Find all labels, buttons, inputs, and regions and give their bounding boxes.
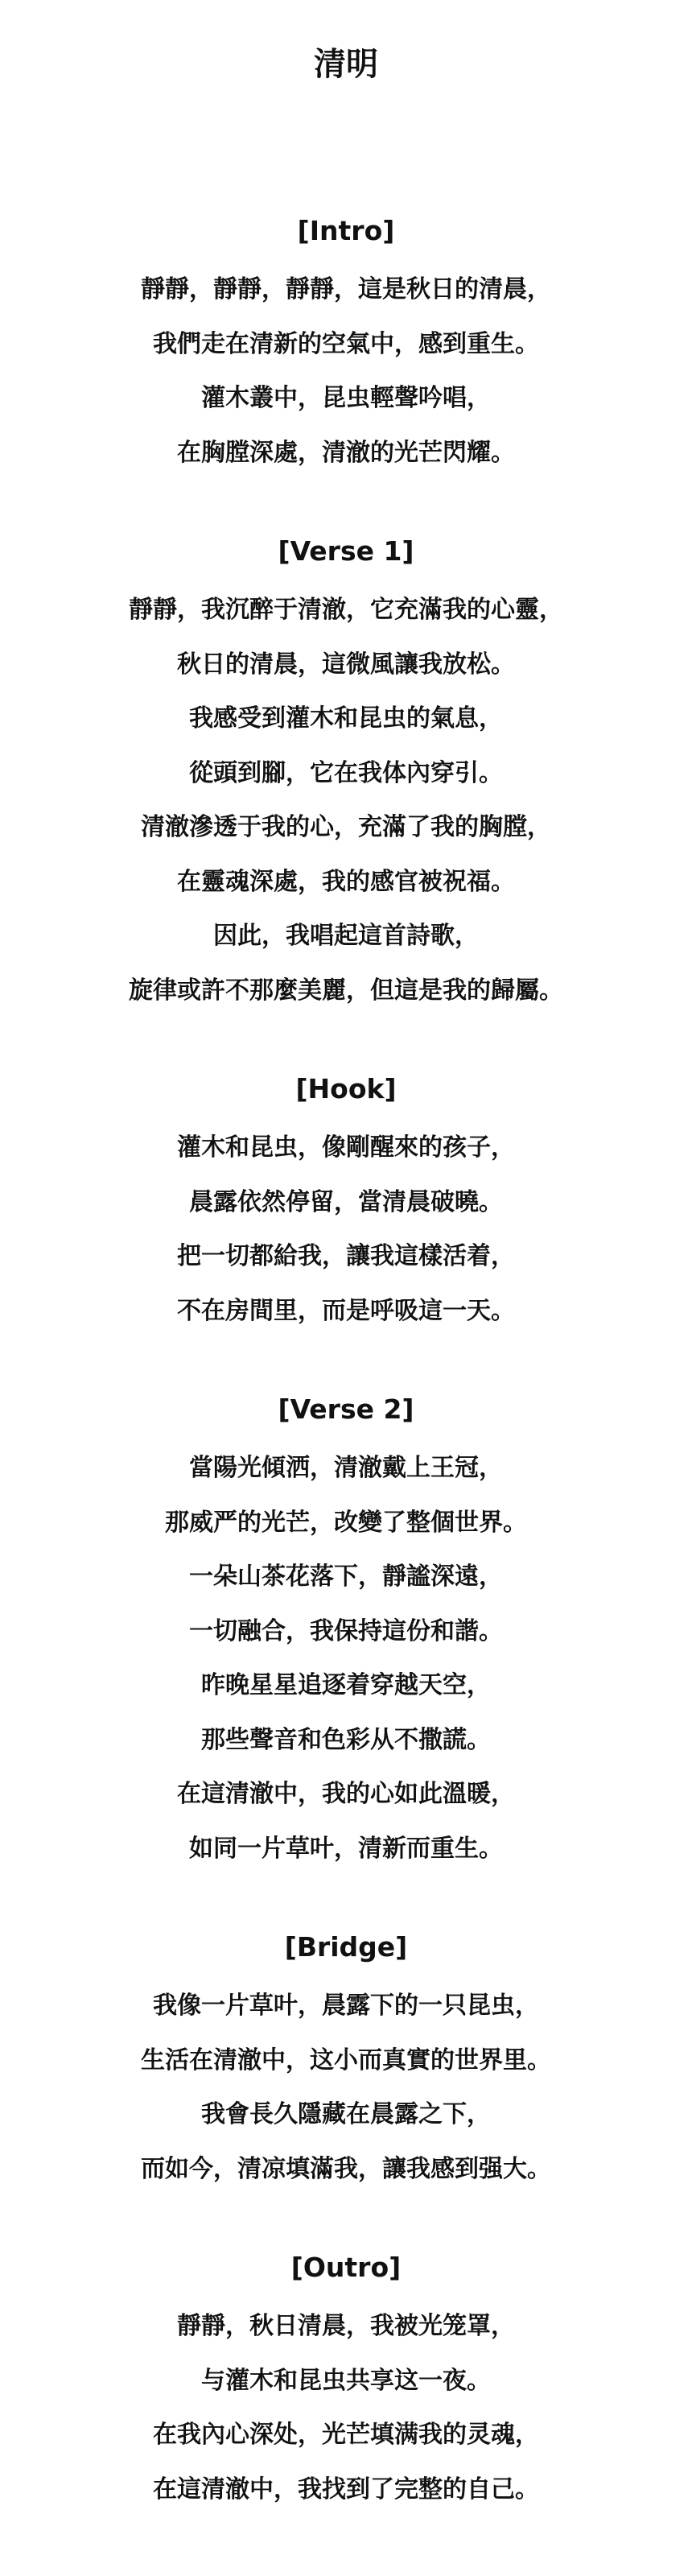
- lyric-line: 那威严的光芒，改變了整個世界。: [165, 1508, 527, 1537]
- lyric-line: 靜靜，秋日清晨，我被光笼罩，: [177, 2312, 515, 2340]
- lyric-line: 如同一片草叶，清新而重生。: [189, 1834, 503, 1863]
- lyric-line: 一朵山茶花落下，靜謐深遠，: [189, 1563, 503, 1591]
- section-intro: [0, 209, 692, 480]
- lyric-line: 不在房間里，而是呼吸這一天。: [177, 1296, 515, 1325]
- lyric-line: 靜靜，我沉醉于清澈，它充滿我的心靈，: [129, 596, 563, 624]
- section-hook: [0, 1067, 692, 1338]
- section-verse-1: [0, 530, 692, 1018]
- lyrics-body: [0, 209, 692, 2516]
- lyric-line: 在這清澈中，我的心如此溫暖，: [177, 1780, 515, 1808]
- lyric-line: 旋律或許不那麼美麗，但這是我的歸屬。: [129, 976, 563, 1005]
- section-label: [Intro]: [297, 215, 395, 246]
- lyric-line: 清澈滲透于我的心，充滿了我的胸膛，: [141, 813, 551, 841]
- section-label: [Verse 1]: [278, 535, 414, 567]
- lyric-line: 因此，我唱起這首詩歌，: [213, 922, 479, 950]
- page-title: 清明: [314, 46, 378, 83]
- lyric-line: 在胸膛深處，清澈的光芒閃耀。: [177, 438, 515, 467]
- lyric-line: 在我內心深处，光芒填满我的灵魂，: [153, 2421, 539, 2449]
- lyric-line: 而如今，清凉填滿我，讓我感到强大。: [141, 2154, 551, 2183]
- section-label: [Outro]: [290, 2252, 402, 2283]
- section-verse-2: [0, 1388, 692, 1876]
- lyric-line: 從頭到腳，它在我体內穿引。: [189, 758, 503, 787]
- lyric-line: 一切融合，我保持這份和諧。: [189, 1616, 503, 1645]
- section-bridge: [0, 1926, 692, 2196]
- lyric-line: 与灌木和昆虫共享这一夜。: [201, 2366, 491, 2395]
- lyric-line: 灌木和昆虫，像剛醒來的孩子，: [177, 1133, 515, 1162]
- lyric-line: 在這清澈中，我找到了完整的自己。: [153, 2475, 539, 2504]
- lyric-line: 灌木叢中，昆虫輕聲吟唱，: [201, 384, 491, 412]
- lyric-line: 靜靜，靜靜，靜靜，這是秋日的清晨，: [141, 275, 551, 303]
- lyric-line: 我會長久隱藏在晨露之下，: [201, 2100, 491, 2128]
- lyric-line: 當陽光傾洒，清澈戴上王冠，: [189, 1454, 503, 1482]
- lyric-line: 晨露依然停留，當清晨破曉。: [189, 1187, 503, 1216]
- lyric-line: 昨晚星星追逐着穿越天空，: [201, 1671, 491, 1699]
- lyric-line: 生活在清澈中，这小而真實的世界里。: [141, 2046, 551, 2074]
- section-label: [Verse 2]: [278, 1393, 414, 1425]
- lyric-line: 我像一片草叶，晨露下的一只昆虫，: [153, 1992, 539, 2020]
- lyric-line: 把一切都給我，讓我這樣活着，: [177, 1242, 515, 1270]
- section-label: [Hook]: [295, 1073, 397, 1104]
- lyric-line: 我感受到灌木和昆虫的氣息，: [189, 704, 503, 733]
- lyric-line: 在靈魂深處，我的感官被祝福。: [177, 867, 515, 896]
- lyric-line: 我們走在清新的空氣中，感到重生。: [153, 329, 539, 358]
- section-outro: [0, 2246, 692, 2516]
- lyric-line: 秋日的清晨，這微風讓我放松。: [177, 650, 515, 679]
- section-label: [Bridge]: [284, 1931, 408, 1963]
- lyric-line: 那些聲音和色彩从不撒謊。: [201, 1725, 491, 1754]
